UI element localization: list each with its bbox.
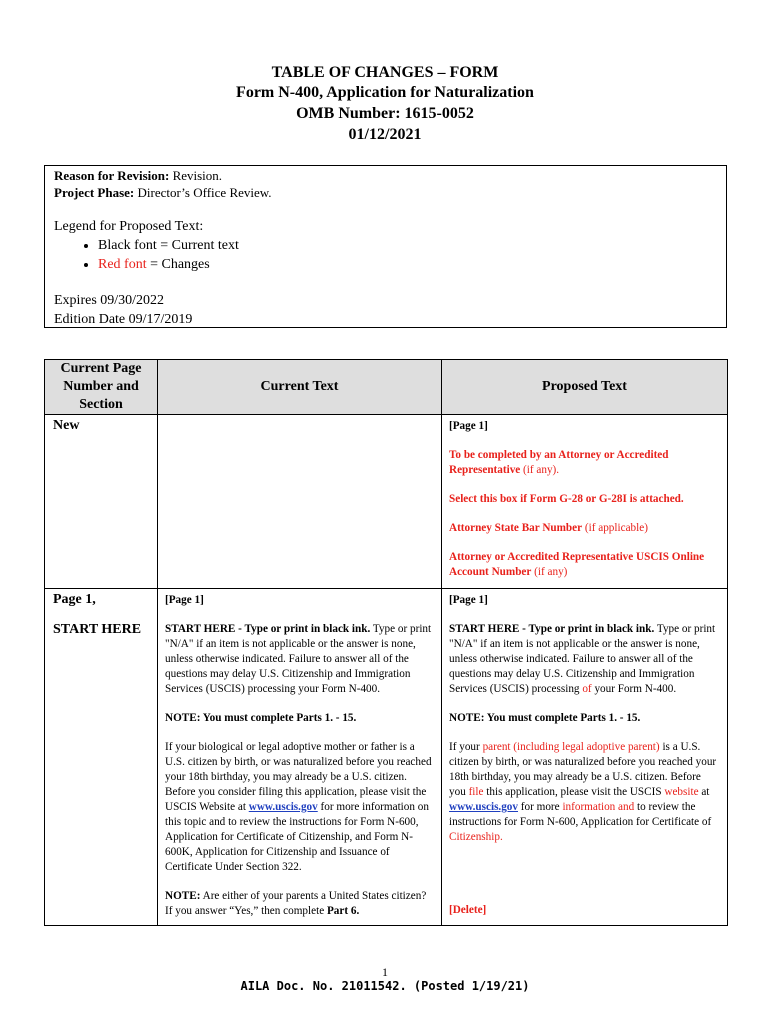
row1-d-bold: Attorney or Accredited Representative USCIS Online Account Number xyxy=(449,551,705,578)
row2-p-start-rest-1: Type or print "N/A" if an item is not applicable or the answer is none, unless otherwise indicated. Failure to answer all of the questions may delay U.S. Citizenship and Immigration Services (USCIS) processing xyxy=(449,623,716,695)
row2-p-if-red2: file xyxy=(468,786,484,798)
row2-c-note2-rest: Are either of your parents a United States citizen? If you answer “Yes,” then complete xyxy=(165,890,427,917)
table-row xyxy=(45,415,728,589)
reason-line xyxy=(54,167,717,184)
row2-proposed xyxy=(442,589,728,926)
row1-proposed-c xyxy=(449,521,720,536)
row2-c-if-2: for more information on this topic and to review the instructions for Form N-600, Application for Certificate of Citizenship, and Form N-600K, Application for Citizenship and Issuance of Certificate Under Section 322. xyxy=(165,801,429,873)
row2-current-page: [Page 1] xyxy=(165,594,204,606)
expires-date: Expires 09/30/2022 xyxy=(54,293,165,308)
row2-p-start-bold: START HERE - Type or print in black ink. xyxy=(449,623,655,635)
row2-section xyxy=(45,589,158,926)
row2-c-if-1: If your biological or legal adoptive mother or father is a U.S. citizen by birth, or was naturalized before you reached your 18th birthday, you may already be a U.S. citizen. Before you consider filing this application, please visit the USCIS Website at xyxy=(165,741,432,813)
header-proposed-text: Proposed Text xyxy=(442,360,728,415)
row2-c-start-bold: START HERE - Type or print in black ink. xyxy=(165,623,371,635)
title-line-2: Form N-400, Application for Naturalization xyxy=(236,84,534,101)
phase-line xyxy=(54,184,717,201)
row2-p-if-e: for more xyxy=(518,801,563,813)
row2-p-if-d: at xyxy=(698,786,710,798)
row2-p-if-f: to review the instructions for Form N-600, Application for Certificate of xyxy=(449,801,712,828)
row1-a-bold: To be completed by an Attorney or Accredited Representative xyxy=(449,449,669,476)
title-line-4: 01/12/2021 xyxy=(348,126,422,143)
row1-a-rest: (if any). xyxy=(520,464,560,476)
edition-date: Edition Date 09/17/2019 xyxy=(54,312,193,327)
row1-proposed-b: Select this box if Form G-28 or G-28I is attached. xyxy=(449,493,684,505)
row1-c-rest: (if applicable) xyxy=(582,522,648,534)
legend-item-black: • Black font = Current text xyxy=(98,236,717,255)
row2-p-start-red: of xyxy=(582,683,592,695)
uscis-link-proposed[interactable]: www.uscis.gov xyxy=(449,801,518,813)
row2-c-start-rest: Type or print "N/A" if an item is not applicable or the answer is none, unless otherwise indicated. Failure to answer all of the questions may delay U.S. Citizenship and Immigration Services (USCIS) processing your Form N-400. xyxy=(165,623,432,695)
table-row xyxy=(45,589,728,926)
title-line-1: TABLE OF CHANGES – FORM xyxy=(271,64,499,81)
changes-table xyxy=(44,359,728,926)
row1-proposed-a xyxy=(449,448,720,478)
row2-current-if xyxy=(165,740,434,875)
row2-current-start xyxy=(165,622,434,697)
row2-proposed-page: [Page 1] xyxy=(449,594,488,606)
row2-p-if-c: this application, please visit the USCIS xyxy=(483,786,665,798)
row2-proposed-note: NOTE: You must complete Parts 1. - 15. xyxy=(449,712,641,724)
reason-value: Revision. xyxy=(169,168,223,183)
row2-p-if-red3: website xyxy=(664,786,699,798)
header-section: Current Page Number and Section xyxy=(45,360,158,415)
row2-proposed-delete: [Delete] xyxy=(449,904,487,916)
phase-value: Director’s Office Review. xyxy=(134,185,272,200)
page-number: 1 xyxy=(382,965,388,979)
row1-proposed-page: [Page 1] xyxy=(449,420,488,432)
row2-p-if-red5: Citizenship. xyxy=(449,831,503,843)
row2-p-if-a: If your xyxy=(449,741,483,753)
legend-red-label: Red font xyxy=(98,257,147,272)
legend-list xyxy=(54,236,717,274)
header-current-text: Current Text xyxy=(158,360,442,415)
table-header-row xyxy=(45,360,728,415)
row2-p-if-b: is a U.S. citizen by birth, or was naturalized before you reached your 18th birthday, you may already be a U.S. citizen. Before you xyxy=(449,741,717,798)
row2-proposed-start xyxy=(449,622,720,697)
row2-current-note2 xyxy=(165,889,434,919)
row2-p-if-red1: parent (including legal adoptive parent) xyxy=(482,741,660,753)
row2-current-note: NOTE: You must complete Parts 1. - 15. xyxy=(165,712,357,724)
row1-section: New xyxy=(45,415,158,589)
legend-item-red xyxy=(98,255,717,274)
row2-section-a: Page 1, xyxy=(53,592,96,607)
legend-red-rest: = Changes xyxy=(146,257,210,272)
row2-c-note2-bold: NOTE: xyxy=(165,890,201,902)
uscis-link[interactable]: www.uscis.gov xyxy=(248,801,318,813)
row1-proposed xyxy=(442,415,728,589)
row2-c-note2-part: Part 6. xyxy=(326,905,360,917)
row2-proposed-if xyxy=(449,740,720,845)
title-line-3: OMB Number: 1615-0052 xyxy=(296,105,474,122)
row2-section-b: START HERE xyxy=(53,622,142,637)
row2-p-start-rest-2: your Form N-400. xyxy=(591,683,677,695)
row2-current xyxy=(158,589,442,926)
row1-d-rest: (if any) xyxy=(531,566,568,578)
reason-label: Reason for Revision: xyxy=(54,168,170,183)
row1-current xyxy=(158,415,442,589)
row1-proposed-d xyxy=(449,550,720,580)
row1-c-bold: Attorney State Bar Number xyxy=(449,522,583,534)
revision-info-box xyxy=(44,165,727,328)
legend-title: Legend for Proposed Text: xyxy=(54,219,204,234)
phase-label: Project Phase: xyxy=(54,185,135,200)
aila-doc-footer: AILA Doc. No. 21011542. (Posted 1/19/21) xyxy=(240,979,530,993)
row2-p-if-red4: information and xyxy=(562,801,635,813)
